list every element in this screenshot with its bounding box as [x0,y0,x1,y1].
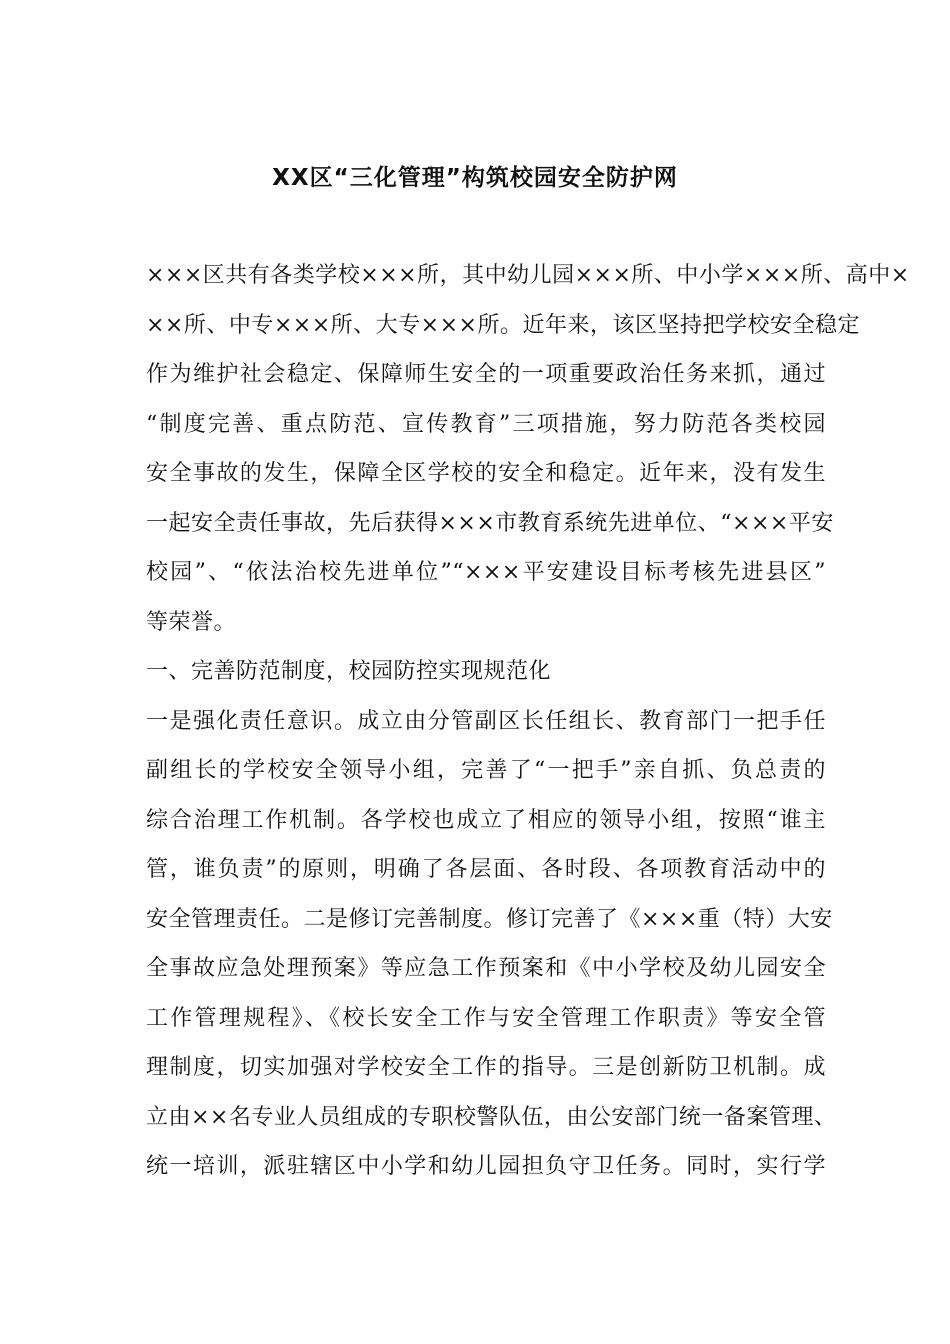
body-line: 安全管理责任。二是修订完善制度。修订完善了《×××重（特）大安 [146,906,833,932]
body-line: 副组长的学校安全领导小组，完善了“一把手”亲自抓、负总责的 [146,758,826,783]
document-body [146,256,910,1197]
body-line: 等荣誉。 [146,609,237,635]
body-line: 校园”、“依法治校先进单位”“×××平安建设目标考核先进县区” [146,560,826,585]
body-line: “制度完善、重点防范、宣传教育”三项措施，努力防范各类校园 [146,411,826,437]
body-line: 作为维护社会稳定、保障师生安全的一项重要政治任务来抓，通过 [146,362,826,387]
body-line: 管，谁负责”的原则，明确了各层面、各时段、各项教育活动中的 [146,857,826,882]
body-line: ××所、中专×××所、大专×××所。近年来，该区坚持把学校安全稳定 [146,312,860,338]
body-line: 理制度，切实加强对学校安全工作的指导。三是创新防卫机制。成 [146,1055,826,1080]
body-line: 全事故应急处理预案》等应急工作预案和《中小学校及幼儿园安全 [146,956,826,981]
body-line: 立由××名专业人员组成的专职校警队伍，由公安部门统一备案管理、 [146,1104,837,1130]
body-line: 安全事故的发生，保障全区学校的安全和稳定。近年来，没有发生 [146,461,826,486]
document-title: XX区“三化管理”构筑校园安全防护网 [272,165,678,191]
body-line: 一是强化责任意识。成立由分管副区长任组长、教育部门一把手任 [146,708,826,734]
body-line: ×××区共有各类学校×××所，其中幼儿园×××所、中小学×××所、高中× [146,263,910,288]
section-heading: 一、完善防范制度，校园防控实现规范化 [146,659,552,684]
body-line: 综合治理工作机制。各学校也成立了相应的领导小组，按照“谁主 [146,807,826,833]
body-line: 工作管理规程》、《校长安全工作与安全管理工作职责》等安全管 [146,1005,826,1031]
body-line: 一起安全责任事故，先后获得×××市教育系统先进单位、“×××平安 [146,510,834,536]
body-line: 统一培训，派驻辖区中小学和幼儿园担负守卫任务。同时，实行学 [146,1154,826,1179]
